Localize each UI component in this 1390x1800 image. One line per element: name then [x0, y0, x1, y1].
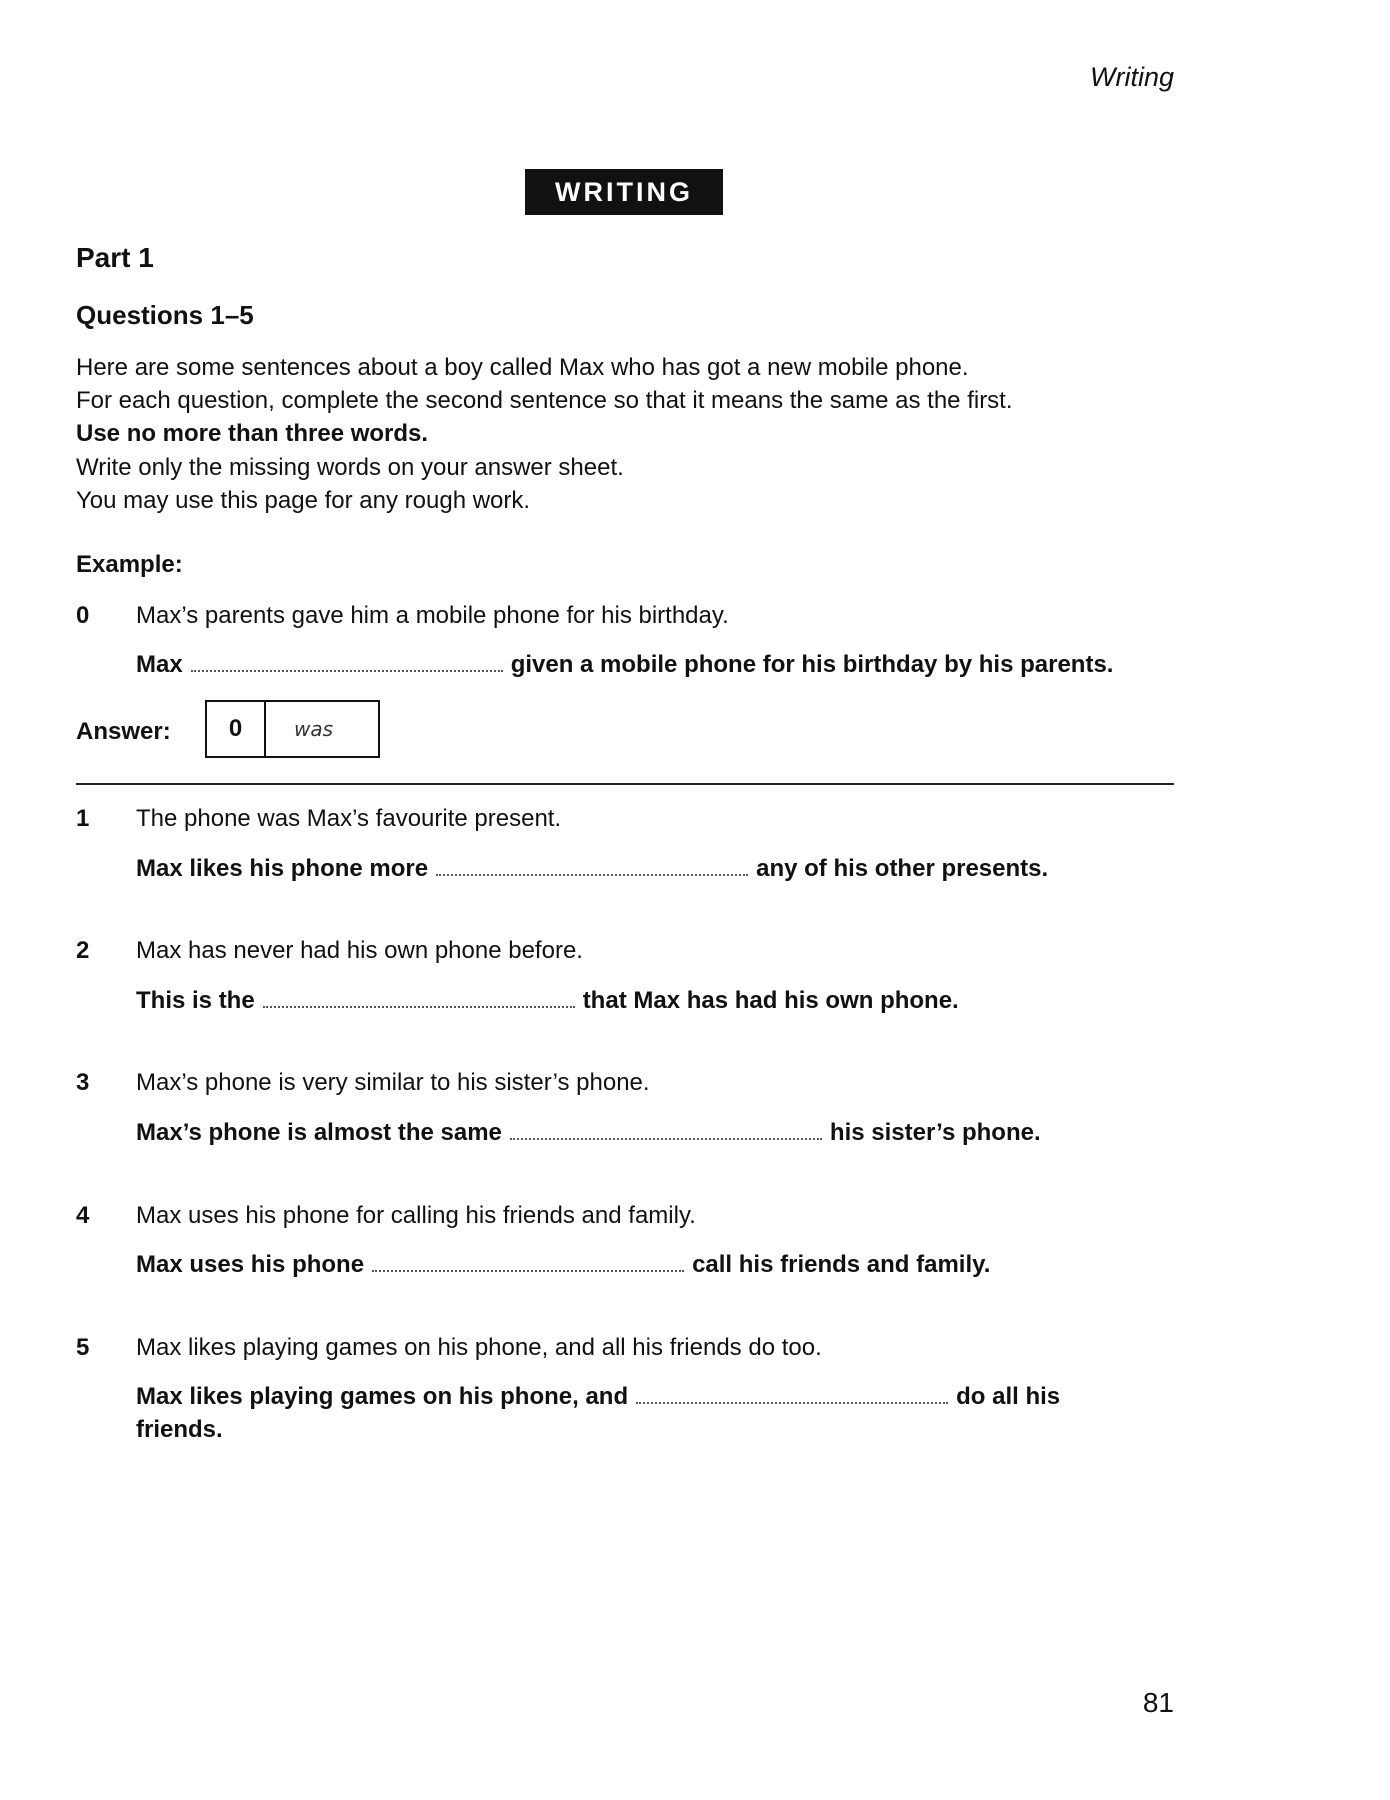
example-transform	[136, 653, 1113, 677]
answer-blank[interactable]	[436, 873, 748, 876]
answer-blank[interactable]	[510, 1137, 822, 1140]
transform-after: his sister’s phone.	[829, 1119, 1041, 1146]
example-sentence: Max’s parents gave him a mobile phone for his birthday.	[136, 602, 729, 629]
question-number: 2	[76, 937, 90, 964]
question-sentence: Max has never had his own phone before.	[136, 937, 583, 964]
answer-blank[interactable]	[636, 1401, 948, 1404]
instruction-line: Use no more than three words.	[76, 420, 429, 447]
transform-before: Max uses his phone	[136, 1251, 365, 1278]
question-number: 4	[76, 1202, 90, 1229]
questions-title: Questions 1–5	[76, 300, 254, 330]
transform-after-continued: friends.	[136, 1416, 223, 1443]
question-sentence: Max’s phone is very similar to his sister’s phone.	[136, 1069, 650, 1096]
transform-after: do all his	[956, 1383, 1061, 1410]
transform-before: This is the	[136, 987, 255, 1014]
running-header: Writing	[1089, 62, 1174, 92]
divider	[76, 783, 1174, 785]
question-number: 3	[76, 1069, 90, 1096]
page-number: 81	[1142, 1687, 1174, 1718]
answer-blank	[191, 669, 503, 672]
instruction-line: Write only the missing words on your answer sheet.	[76, 454, 624, 481]
transform-after: call his friends and family.	[692, 1251, 991, 1278]
instruction-line: You may use this page for any rough work.	[76, 487, 531, 514]
answer-number: 0	[207, 702, 266, 756]
section-banner: WRITING	[525, 169, 723, 215]
answer-label: Answer:	[76, 718, 171, 745]
question-transform	[136, 989, 959, 1013]
question-sentence: Max likes playing games on his phone, and all his friends do too.	[136, 1334, 822, 1361]
transform-after: that Max has had his own phone.	[582, 987, 959, 1014]
example-number: 0	[76, 602, 90, 629]
transform-after: any of his other presents.	[756, 855, 1049, 882]
question-transform	[136, 1385, 1060, 1409]
part-title: Part 1	[76, 242, 154, 273]
transform-before: Max likes playing games on his phone, and	[136, 1383, 629, 1410]
question-number: 5	[76, 1334, 90, 1361]
example-after: given a mobile phone for his birthday by his parents.	[510, 651, 1114, 678]
instruction-line: Here are some sentences about a boy called Max who has got a new mobile phone.	[76, 354, 969, 381]
question-transform	[136, 1121, 1041, 1145]
answer-blank[interactable]	[263, 1005, 575, 1008]
example-before: Max	[136, 651, 183, 678]
answer-value: was	[294, 717, 334, 741]
answer-blank[interactable]	[372, 1269, 684, 1272]
question-sentence: Max uses his phone for calling his friends and family.	[136, 1202, 696, 1229]
question-sentence: The phone was Max’s favourite present.	[136, 805, 562, 832]
question-transform	[136, 1253, 990, 1277]
question-number: 1	[76, 805, 90, 832]
answer-box	[205, 700, 380, 758]
transform-before: Max’s phone is almost the same	[136, 1119, 502, 1146]
example-label: Example:	[76, 551, 183, 578]
instruction-line: For each question, complete the second sentence so that it means the same as the first.	[76, 387, 1013, 414]
question-transform	[136, 857, 1048, 881]
transform-before: Max likes his phone more	[136, 855, 429, 882]
